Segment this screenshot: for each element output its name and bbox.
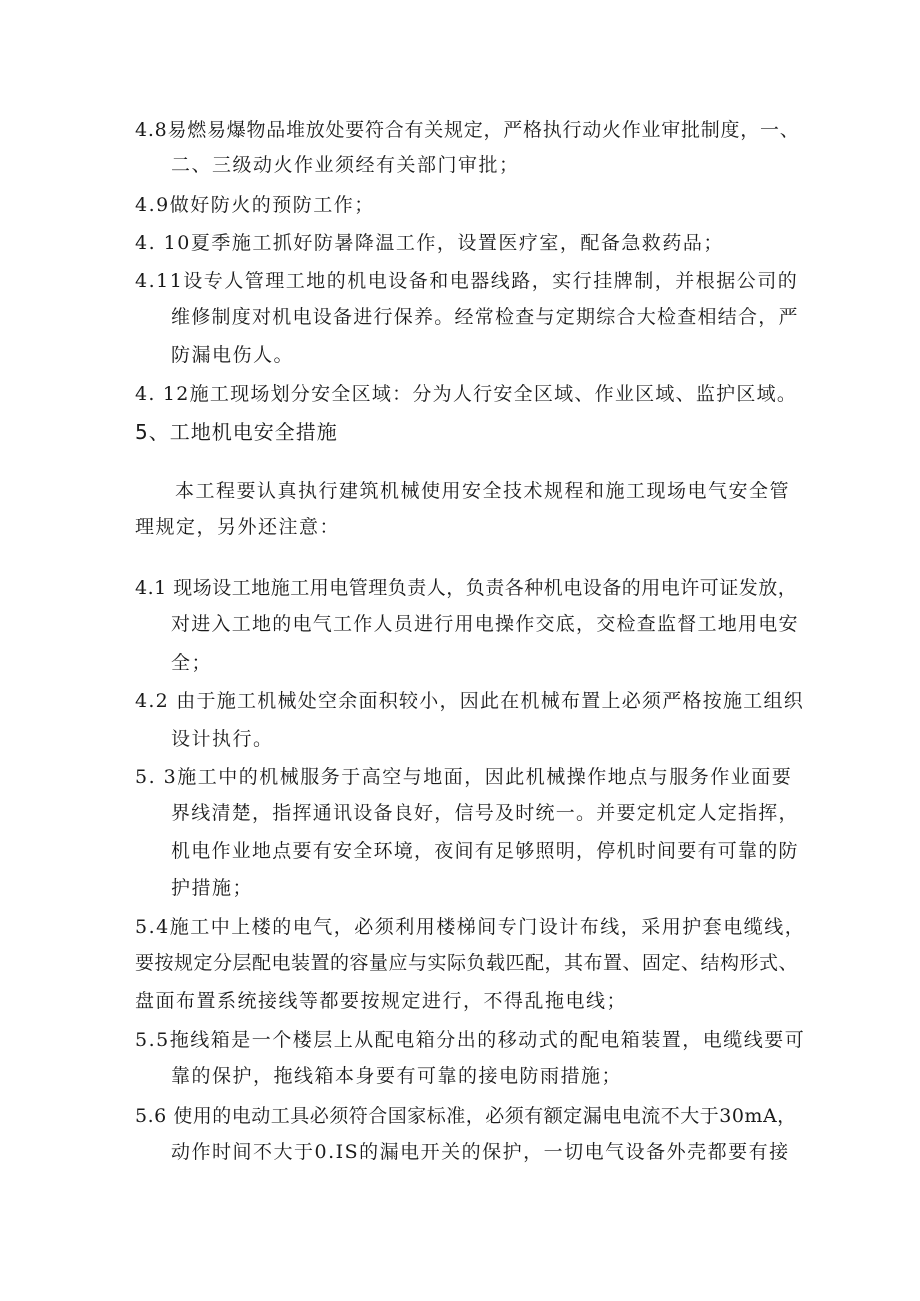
text-line-5-3-cont3: 护措施；	[171, 877, 254, 899]
text-line-4-11: 4.11设专人管理工地的机电设备和电器线路，实行挂牌制，并根据公司的	[135, 270, 799, 292]
text-line-4-8-cont: 二、三级动火作业须经有关部门审批；	[171, 154, 520, 176]
text-line-4-10: 4. 10夏季施工抓好防暑降温工作，设置医疗室，配备急救药品；	[135, 232, 724, 254]
text-line-4-9: 4.9做好防火的预防工作；	[135, 194, 375, 216]
paragraph-intro-line2: 理规定，另外还注意：	[135, 516, 341, 538]
text-line-5-5: 5.5拖线箱是一个楼层上从配电箱分出的移动式的配电箱装置，电缆线要可	[135, 1029, 806, 1051]
text-line-4-1-cont2: 全；	[171, 652, 213, 674]
text-line-4-8: 4.8易燃易爆物品堆放处要符合有关规定，严格执行动火作业审批制度，一、	[135, 119, 800, 141]
text-line-4-2-cont: 设计执行。	[171, 728, 274, 750]
text-line-5-3-cont2: 机电作业地点要有安全环境，夜间有足够照明，停机时间要有可靠的防	[171, 840, 799, 862]
text-line-5-4-cont1: 要按规定分层配电装置的容量应与实际负载匹配，其布置、固定、结构形式、	[135, 952, 799, 974]
text-line-5-3-cont1: 界线清楚，指挥通讯设备良好，信号及时统一。并要定机定人定指挥，	[171, 802, 799, 824]
text-line-4-11-cont2: 防漏电伤人。	[171, 344, 295, 366]
text-line-5-3: 5. 3施工中的机械服务于高空与地面，因此机械操作地点与服务作业面要	[135, 766, 793, 788]
paragraph-intro-line1: 本工程要认真执行建筑机械使用安全技术规程和施工现场电气安全管	[175, 480, 791, 502]
text-line-4-1: 4.1 现场设工地施工用电管理负责人，负责各种机电设备的用电许可证发放，	[135, 577, 798, 599]
text-line-4-2: 4.2 由于施工机械处空余面积较小，因此在机械布置上必须严格按施工组织	[135, 690, 805, 712]
text-line-5-6: 5.6 使用的电动工具必须符合国家标准，必须有额定漏电电流不大于30mA，	[135, 1105, 797, 1127]
text-line-5-4: 5.4施工中上楼的电气，必须利用楼梯间专门设计布线，采用护套电缆线，	[135, 916, 806, 938]
section-heading-5: 5、工地机电安全措施	[135, 420, 338, 444]
text-line-4-12: 4. 12施工现场划分安全区域：分为人行安全区域、作业区域、监护区域。	[135, 383, 798, 405]
text-line-5-6-cont: 动作时间不大于0.IS的漏电开关的保护，一切电气设备外壳都要有接	[171, 1141, 790, 1163]
text-line-4-1-cont1: 对进入工地的电气工作人员进行用电操作交底，交检查监督工地用电安	[171, 613, 799, 635]
text-line-5-4-cont2: 盘面布置系统接线等都要按规定进行，不得乱拖电线；	[135, 990, 628, 1012]
text-line-4-11-cont1: 维修制度对机电设备进行保养。经常检查与定期综合大检查相结合，严	[171, 306, 799, 328]
text-line-5-5-cont: 靠的保护，拖线箱本身要有可靠的接电防雨措施；	[171, 1065, 623, 1087]
